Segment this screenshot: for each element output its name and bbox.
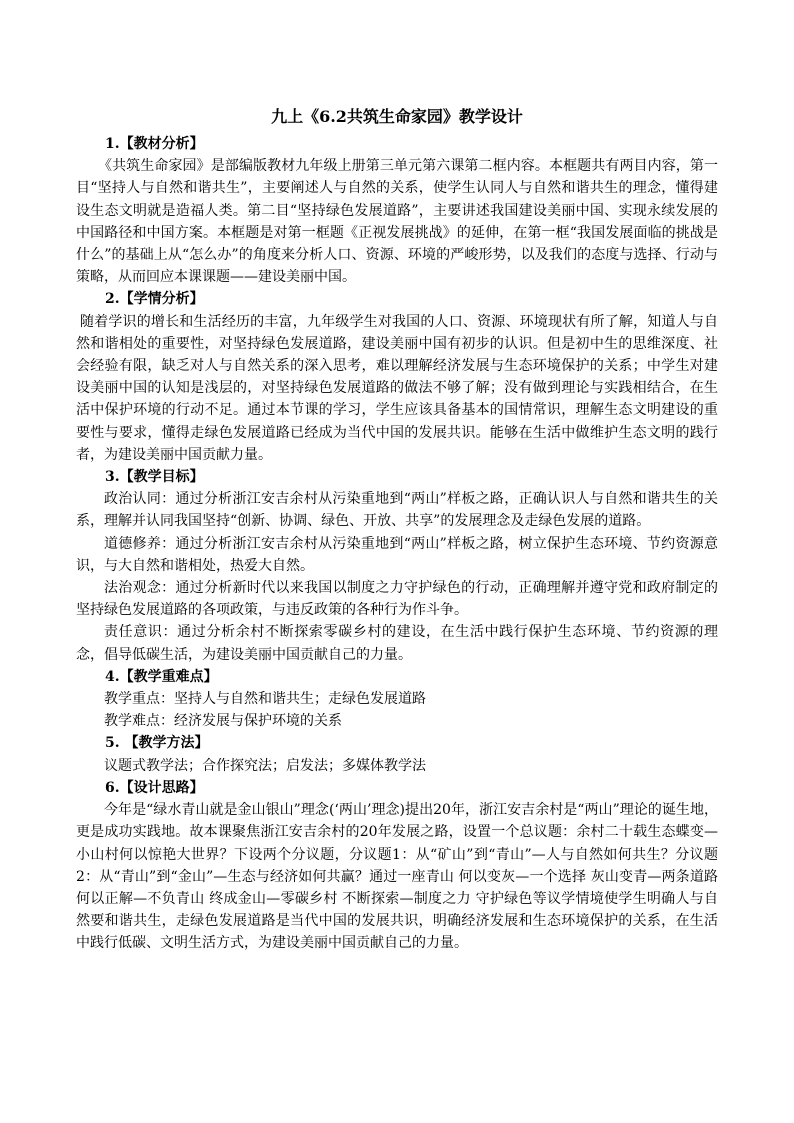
teaching-methods-paragraph: 议题式教学法；合作探究法；启发法；多媒体教学法 — [104, 757, 426, 774]
section-heading-design-ideas: 6.【设计思路】 — [105, 779, 204, 796]
student-analysis-paragraph: 随着学识的增长和生活经历的丰富，九年级学生对我国的人口、资源、环境现状有所了解，知道人与自然和谐相处的重要性，对坚持绿色发展道路，建设美丽中国有初步的认识。但是初中生的思维深度、社会经验有限，缺乏对人与自然关系的深入思考，难以理解经济发展与生态环境保护的关系；中学生对建设美丽中国的认知是浅层的，对坚持绿色发展道路的做法不够了解；没有做到理论与实践相结合，在生活中保护环境的行动不足。通过本节课的学习，学生应该具备基本的国情常识，理解生态文明建设的重要性与要求，懂得走绿色发展道路已经成为当代中国的发展共识。能够在生活中做维护生态文明的践行者，为建设美丽中国贡献力量。 — [76, 313, 718, 463]
teaching-key-point: 教学重点：坚持人与自然和谐共生；走绿色发展道路 — [104, 691, 426, 708]
teaching-difficult-point: 教学难点：经济发展与保护环境的关系 — [104, 713, 342, 730]
document-page — [76, 105, 718, 955]
design-ideas-paragraph: 今年是“绿水青山就是金山银山”理念(‘两山’理念)提出20年，浙江安吉余村是“两山”理论的诞生地，更是成功实践地。故本课聚焦浙江安吉余村的20年发展之路，设置一个总议题：余村二十载生态蝶变—小山村何以惊艳大世界？下设两个分议题，分议题1：从“矿山”到“青山”—人与自然如何共生？分议题2：从“青山”到“金山”—生态与经济如何共赢？通过一座青山 何以变灰—一个选择 灰山变青—两条道路 何以正解—不负青山 终成金山—零碳乡村 不断探索—制度之力 守护绿色等议学情境使学生明确人与自然要和谐共生，走绿色发展道路是当代中国的发展共识，明确经济发展和生态环境保护的关系，在生活中践行低碳、文明生活方式，为建设美丽中国贡献自己的力量。 — [76, 802, 718, 952]
objective-political-identity: 政治认同：通过分析浙江安吉余村从污染重地到“两山”样板之路，正确认识人与自然和谐共生的关系，理解并认同我国坚持“创新、协调、绿色、开放、共享”的发展理念及走绿色发展的道路。 — [76, 491, 718, 530]
document-title: 九上《6.2共筑生命家园》教学设计 — [271, 107, 523, 126]
section-heading-teaching-methods: 5. 【教学方法】 — [105, 735, 209, 752]
section-heading-student-analysis: 2.【学情分析】 — [105, 291, 204, 308]
objective-moral-cultivation: 道德修养：通过分析浙江安吉余村从污染重地到“两山”样板之路，树立保护生态环境、节约资源意识，与大自然和谐相处，热爱大自然。 — [76, 535, 718, 574]
section-heading-textbook-analysis: 1.【教材分析】 — [105, 136, 204, 152]
objective-rule-of-law: 法治观念：通过分析新时代以来我国以制度之力守护绿色的行动，正确理解并遵守党和政府制定的坚持绿色发展道路的各项政策，与违反政策的各种行为作斗争。 — [76, 580, 718, 619]
objective-responsibility: 责任意识：通过分析余村不断探索零碳乡村的建设，在生活中践行保护生态环境、节约资源的理念，倡导低碳生活，为建设美丽中国贡献自己的力量。 — [76, 624, 718, 663]
textbook-analysis-paragraph: 《共筑生命家园》是部编版教材九年级上册第三单元第六课第二框内容。本框题共有两目内容，第一目“坚持人与自然和谐共生”，主要阐述人与自然的关系，使学生认同人与自然和谐共生的理念，懂得建设生态文明就是造福人类。第二目“坚持绿色发展道路”，主要讲述我国建设美丽中国、实现永续发展的中国路径和中国方案。本框题是对第一框题《正视发展挑战》的延伸，在第一框“我国发展面临的挑战是什么”的基础上从“怎么办”的角度来分析人口、资源、环境的严峻形势，以及我们的态度与选择、行动与策略，从而回应本课课题——建设美丽中国。 — [76, 158, 718, 286]
section-heading-teaching-objectives: 3.【教学目标】 — [105, 469, 204, 486]
section-heading-key-difficult-points: 4.【教学重难点】 — [105, 668, 218, 685]
